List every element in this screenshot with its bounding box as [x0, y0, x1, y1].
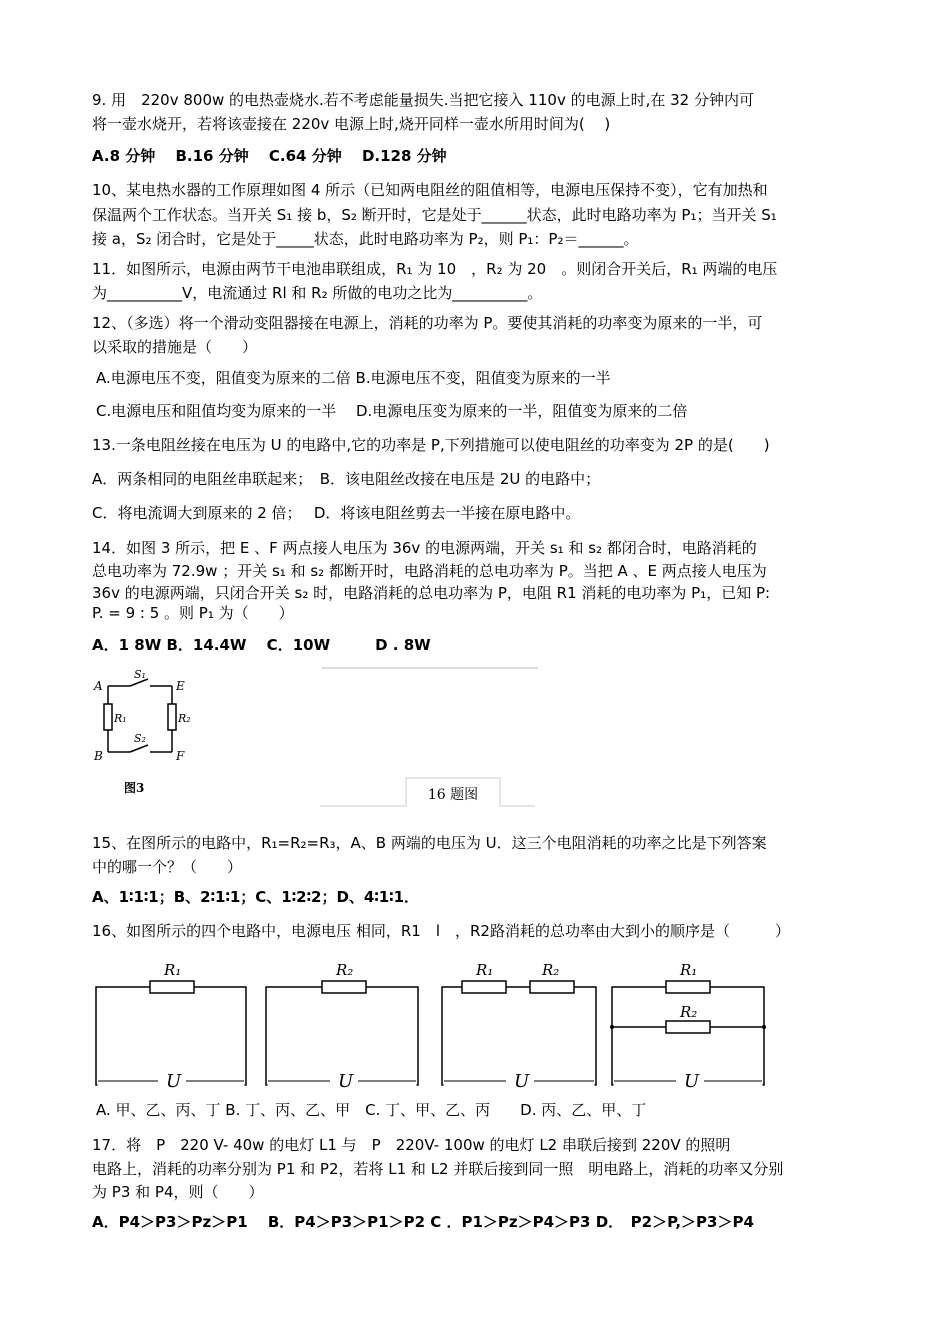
q10-line2: 保温两个工作状态。当开关 S₁ 接 b，S₂ 断开时，它是处于______状态，此时电路功率为 P₁；当开关 S₁ [92, 206, 777, 224]
circuit1-r1-label: R₁ [164, 961, 182, 979]
q9-options: A.8 分钟 B.16 分钟 C.64 分钟 D.128 分钟 [92, 147, 447, 165]
q11-line1: 11．如图所示，电源由两节干电池串联组成，R₁ 为 10 ，R₂ 为 20 。则闭合开关后，R₁ 两端的电压 [92, 260, 778, 278]
q17-line1: 17．将 P 220 V- 40w 的电灯 L1 与 P 220V- 100w 的电灯 L2 串联后接到 220V 的照明 [92, 1136, 731, 1154]
q12-options-ab: A.电源电压不变，阻值变为原来的二倍 B.电源电压不变，阻值变为原来的一半 [96, 369, 611, 387]
switch-s2 [130, 745, 148, 752]
circuit2-r2-label: R₂ [336, 961, 354, 979]
q9-line2: 将一壶水烧开，若将该壶接在 220v 电源上时,烧开同样一壶水所用时间为( ) [92, 115, 611, 133]
q10-line3: 接 a，S₂ 闭合时，它是处于_____状态，此时电路功率为 P₂，则 P₁：P₂＝______。 [92, 230, 639, 248]
circuit4-r1-label: R₁ [680, 961, 698, 979]
q14-line3: 36v 的电源两端，只闭合开关 s₂ 时，电路消耗的总电功率为 P，电阻 R1 消耗的电功率为 P₁，已知 P: [92, 584, 771, 602]
circuit1-u-label: U [166, 1071, 182, 1092]
figure-3-caption: 图3 [124, 781, 145, 795]
q15-options: A、1∶1∶1；B、2∶1∶1；C、1∶2∶2；D、4∶1∶1． [92, 888, 420, 906]
resistor-r2 [168, 704, 176, 730]
circuit3-r1-label: R₁ [476, 961, 494, 979]
fig16-label: 16 题图 [427, 787, 479, 803]
circuit4-r2-label: R₂ [680, 1003, 698, 1021]
circuit2-u-label: U [338, 1071, 354, 1092]
resistor-r1 [104, 704, 112, 730]
q13-options-cd: C．将电流调大到原来的 2 倍； D．将该电阻丝剪去一半接在原电路中。 [92, 504, 581, 522]
q17-line3: 为 P3 和 P4，则（ ） [92, 1183, 264, 1201]
q17-line2: 电路上，消耗的功率分别为 P1 和 P2，若将 L1 和 L2 并联后接到同一照 明电路上，消耗的功率又分别 [92, 1160, 784, 1178]
q12-line1: 12、（多选）将一个滑动变阻器接在电源上，消耗的功率为 P。要使其消耗的功率变为原来的一半，可 [92, 314, 763, 332]
s1-label: S₁ [134, 668, 146, 681]
r1-label: R₁ [114, 712, 127, 725]
q14-line2: 总电功率为 72.9w ；开关 s₁ 和 s₂ 都断开时，电路消耗的总电功率为 P。当把 A 、E 两点接人电压为 [92, 562, 767, 580]
q11-line2: 为__________V，电流通过 Rl 和 R₂ 所做的电功之比为__________。 [92, 284, 543, 302]
r2-label: R₂ [178, 712, 191, 725]
node-e-label: E [176, 679, 185, 693]
q16-line1: 16、如图所示的四个电路中，电源电压 相同，R1 l ，R2路消耗的总功率由大到小的顺序是（ ） [92, 922, 790, 940]
q9-line1: 9. 用 220v 800w 的电热壶烧水.若不考虑能量损失.当把它接入 110v 的电源上时,在 32 分钟内可 [92, 91, 754, 109]
q17-options: A．P4＞P3＞Pz＞P1 B．P4＞P3＞P1＞P2 C ．P1＞Pz＞P4＞P3 D． P2＞P,＞P3＞P4 [92, 1213, 754, 1231]
q14-line4: P. = 9 : 5 。则 P₁ 为（ ） [92, 604, 294, 622]
node-a-label: A [94, 679, 103, 693]
q14-line1: 14．如图 3 所示，把 E 、F 两点接人电压为 36v 的电源两端，开关 s₁ 和 s₂ 都闭合时，电路消耗的 [92, 539, 757, 557]
q13-line1: 13.一条电阻丝接在电压为 U 的电路中,它的功率是 P,下列措施可以使电阻丝的功率变为 2P 的是( ) [92, 436, 770, 454]
circuit4-u-label: U [684, 1071, 700, 1092]
q15-line2: 中的哪一个？（ ） [92, 858, 243, 876]
node-f-label: F [176, 749, 185, 763]
q13-options-ab: A．两条相同的电阻丝串联起来； B．该电阻丝改接在电压是 2U 的电路中； [92, 470, 601, 488]
q15-line1: 15、在图所示的电路中，R₁=R₂=R₃，A、B 两端的电压为 U．这三个电阻消耗的功率之比是下列答案 [92, 834, 767, 852]
q12-line2: 以采取的措施是（ ） [92, 338, 258, 356]
q14-options: A．1 8W B．14.4W C．10W D . 8W [92, 636, 431, 654]
four-circuits [90, 955, 780, 1095]
q16-options: A. 甲、乙、丙、丁 B. 丁、丙、乙、甲 C. 丁、甲、乙、丙 D. 丙、乙、甲、丁 [96, 1101, 647, 1119]
circuit3-r2-label: R₂ [542, 961, 560, 979]
circuit3-u-label: U [514, 1071, 530, 1092]
s2-label: S₂ [134, 732, 146, 745]
node-b-label: B [94, 749, 103, 763]
q10-line1: 10、某电热水器的工作原理如图 4 所示（已知两电阻丝的阻值相等，电源电压保持不变），它有加热和 [92, 181, 768, 199]
fig16-label-box [320, 776, 535, 808]
q12-options-cd: C.电源电压和阻值均变为原来的一半 D.电源电压变为原来的一半，阻值变为原来的二倍 [96, 402, 688, 420]
